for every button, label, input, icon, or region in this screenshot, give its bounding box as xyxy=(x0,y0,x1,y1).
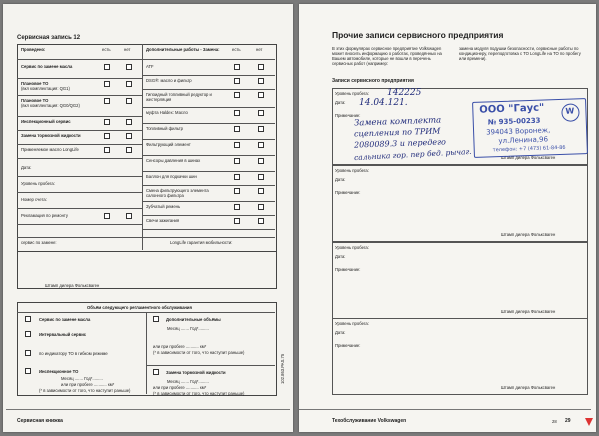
extra-work-label: DSG®: масло и фильтр xyxy=(146,78,192,83)
hand-line-2: сцепления по ТРИМ xyxy=(353,126,441,139)
checkbox-yes[interactable] xyxy=(234,174,240,180)
stamp-city: 394043 Воронеж, xyxy=(485,126,551,137)
checkbox-yes[interactable] xyxy=(234,92,240,98)
extra-work-label: Сенсоры давления в шинах xyxy=(146,158,201,163)
row-divider xyxy=(17,144,142,145)
col-no: нет xyxy=(124,47,131,52)
checkbox-no[interactable] xyxy=(126,81,132,87)
checkbox-yes[interactable] xyxy=(234,110,240,116)
service-next-label: сервис по замене: xyxy=(21,240,57,245)
dealer-stamp-label: Штамп дилера Фольксваген xyxy=(45,283,100,288)
dealer-stamp-label: Штамп дилера Фольксваген xyxy=(501,309,556,314)
month-year-field: Месяц ....... Год*......... xyxy=(61,376,103,381)
extra-work-label: Фильтрующий элемент xyxy=(146,142,191,147)
checkbox-yes[interactable] xyxy=(104,98,110,104)
date-label: Дата: xyxy=(335,254,346,259)
date-label: Дата: xyxy=(335,330,346,335)
checkbox-no[interactable] xyxy=(258,142,264,148)
checkbox-yes[interactable] xyxy=(234,204,240,210)
side-code: 102.863.PAS.75 xyxy=(280,353,285,384)
note-label: Примечание: xyxy=(335,113,361,118)
next-scope-label: Интервальный сервис xyxy=(39,332,87,337)
mileage-field: или при пробеге ........... км* xyxy=(153,385,207,390)
row-divider xyxy=(142,89,275,90)
checkbox-no[interactable] xyxy=(258,92,264,98)
month-year-field: Месяц ....... Год*......... xyxy=(167,379,209,384)
checklist-label: Применяемое масло LongLife xyxy=(21,147,79,152)
row-divider xyxy=(17,130,142,131)
note-text: (* в зависимости от того, что наступит раньше) xyxy=(153,391,245,396)
dealer-stamp-label: Штамп дилера Фольксваген xyxy=(501,155,556,160)
checkbox-no[interactable] xyxy=(126,147,132,153)
row-divider xyxy=(17,192,142,193)
extra-work-label: Баллон для подкачки шин xyxy=(146,174,197,179)
row-divider xyxy=(142,139,275,140)
checkbox[interactable] xyxy=(25,316,31,322)
intro-left: В этих формулярах сервисное предприятие Volkswagen может вносить информацию о работах, проведённых на Вашем автомобиле, которые не вошли в перечень сервисных работ (например: xyxy=(332,46,442,66)
checkbox-yes[interactable] xyxy=(234,78,240,84)
checkbox-yes[interactable] xyxy=(234,142,240,148)
note-label: Примечание: xyxy=(335,343,361,348)
note-label: Примечание: xyxy=(335,190,361,195)
checkbox-no[interactable] xyxy=(258,64,264,70)
checklist-sublabel: (вкл комплектация: QG1) xyxy=(21,86,70,91)
row-divider xyxy=(142,201,275,202)
next-scope-title: Объём следующего регламентного обслуживания xyxy=(87,305,192,310)
red-marker-icon xyxy=(585,418,593,426)
checkbox-no[interactable] xyxy=(258,218,264,224)
checkbox-no[interactable] xyxy=(258,158,264,164)
right-page xyxy=(299,4,596,432)
checkbox-yes[interactable] xyxy=(234,188,240,194)
hand-mileage: 142225 xyxy=(387,88,422,98)
service-record-box xyxy=(332,242,588,319)
col-extra: Дополнительные работы - Замена: xyxy=(146,47,220,52)
row-divider xyxy=(142,185,275,186)
row-divider xyxy=(142,229,275,230)
mileage-label: Уровень пробега: xyxy=(335,168,369,173)
next-scope-label: Замена тормозной жидкости xyxy=(166,370,226,375)
extra-work-label: муфта Haldex: Масло xyxy=(146,110,188,115)
next-scope-label: Дополнительные объёмы xyxy=(166,317,221,322)
checklist-label: Плановое ТО xyxy=(21,81,49,86)
page-number-28: 28 xyxy=(552,419,557,424)
checkbox-no[interactable] xyxy=(258,174,264,180)
note-text: (* в зависимости от того, что наступит раньше) xyxy=(39,388,131,393)
info-label: Номер счета: xyxy=(21,197,47,202)
col-no-2: нет xyxy=(256,47,263,52)
row-divider xyxy=(142,107,275,108)
date-label: Дата: xyxy=(335,100,346,105)
info-label: Уровень пробега: xyxy=(21,181,55,186)
next-scope-label: Инспекционное ТО xyxy=(39,369,79,374)
checkbox[interactable] xyxy=(25,350,31,356)
checklist-label: Инспекционный сервис xyxy=(21,119,71,124)
checkbox-yes[interactable] xyxy=(234,126,240,132)
row-divider xyxy=(146,365,275,366)
col-yes: есть xyxy=(102,47,111,52)
checkbox[interactable] xyxy=(25,368,31,374)
dealer-stamp-label: Штамп дилера Фольксваген xyxy=(501,385,556,390)
checkbox-yes[interactable] xyxy=(234,64,240,70)
checkbox-yes[interactable] xyxy=(234,158,240,164)
page-title: Сервисная запись 12 xyxy=(17,35,81,41)
row-divider xyxy=(17,78,142,79)
row-divider xyxy=(142,155,275,156)
longlife-label: LongLife гарантия мобильности: xyxy=(170,240,233,245)
hand-date: 14.04.121. xyxy=(359,98,408,108)
mileage-label: Уровень пробега: xyxy=(335,245,369,250)
next-scope-label: по индикатору ТО в гибком режиме xyxy=(39,351,108,356)
stamp-reg: № 935-00233 xyxy=(487,116,541,127)
next-scope-label: Сервис по замене масла xyxy=(39,317,91,322)
hand-line-3: 2080089.3 и передего xyxy=(353,137,447,150)
stamp-street: ул.Ленина,96 xyxy=(498,135,549,146)
row-divider xyxy=(17,116,142,117)
extra-work-label: Зубчатый ремень xyxy=(146,204,181,209)
dealer-stamp-label: Штамп дилера Фольксваген xyxy=(501,232,556,237)
service-record-box xyxy=(332,318,588,395)
checkbox-no[interactable] xyxy=(258,110,264,116)
info-label: Дата: xyxy=(21,165,32,170)
checkbox-yes[interactable] xyxy=(104,147,110,153)
checkbox-no[interactable] xyxy=(126,64,132,70)
checkbox[interactable] xyxy=(153,316,159,322)
left-footer: Сервисная книжка xyxy=(17,418,63,424)
row-divider xyxy=(17,158,142,159)
mileage-label: Уровень пробега: xyxy=(335,91,369,96)
checklist-sublabel: (вкл комплектация: QG0/QG2) xyxy=(21,103,80,108)
extra-work-label: Топливный фильтр xyxy=(146,126,183,131)
checklist-label: Сервис по замене масла xyxy=(21,64,73,69)
mileage-field: или при пробеге ........... км* xyxy=(153,344,207,349)
checkbox-no[interactable] xyxy=(126,133,132,139)
checkbox[interactable] xyxy=(153,369,159,375)
note-text: (* в зависимости от того, что наступит раньше) xyxy=(153,350,245,355)
extra-work-label: Гипоидный топливный редуктор и жестерляция xyxy=(146,92,212,102)
row-divider xyxy=(17,208,142,209)
checkbox-no[interactable] xyxy=(258,204,264,210)
row-divider xyxy=(17,176,142,177)
checkbox-no[interactable] xyxy=(258,78,264,84)
hand-line-1: Замена комплекта xyxy=(353,115,442,129)
vw-logo-icon: W xyxy=(561,103,580,122)
col-yes-2: есть xyxy=(232,47,241,52)
extra-work-label: АТF xyxy=(146,64,154,69)
checkbox[interactable] xyxy=(25,331,31,337)
company-stamp xyxy=(472,98,588,158)
col-done: Проведено: xyxy=(21,47,46,52)
stamp-company: ООО "Гаус" xyxy=(479,102,545,116)
row-divider xyxy=(142,75,275,76)
checkbox-no[interactable] xyxy=(126,213,132,219)
checkbox-yes[interactable] xyxy=(104,81,110,87)
month-year-field: Месяц ....... Год*......... xyxy=(167,326,209,331)
extra-work-label: Смена фильтрующего элемента салонного фильтра xyxy=(146,188,209,198)
checkbox-no[interactable] xyxy=(126,98,132,104)
checkbox-yes[interactable] xyxy=(104,133,110,139)
note-label: Примечание: xyxy=(335,267,361,272)
checkbox-yes[interactable] xyxy=(104,64,110,70)
checkbox-no[interactable] xyxy=(126,119,132,125)
checkbox-no[interactable] xyxy=(258,188,264,194)
row-divider xyxy=(142,215,275,216)
checkbox-yes[interactable] xyxy=(234,218,240,224)
intro-right: замена модуля подушки безопасности, сервисные работы по кондиционеру, переподготовка с ТО LongLife на ТО по пробегу или времени). xyxy=(459,46,581,61)
row-divider xyxy=(142,171,275,172)
checkbox-yes[interactable] xyxy=(104,119,110,125)
hand-line-4: сальника гор. пер бед. рычаг. xyxy=(353,146,472,163)
row-divider xyxy=(142,123,275,124)
page-number-29: 29 xyxy=(565,418,571,424)
stamp-phone: телефон: +7 (473) 61-84-86 xyxy=(492,144,566,154)
right-title: Прочие записи сервисного предприятия xyxy=(332,30,504,40)
info-label: Рекламация по ремонту xyxy=(21,213,68,218)
row-divider xyxy=(17,95,142,96)
row-divider xyxy=(17,224,142,225)
left-page xyxy=(3,4,293,432)
date-label: Дата: xyxy=(335,177,346,182)
section-title: Записи сервисного предприятия xyxy=(332,78,414,84)
checkbox-yes[interactable] xyxy=(104,213,110,219)
right-footer: Техобслуживание Volkswagen xyxy=(332,418,407,424)
extra-work-label: Свечи зажигания xyxy=(146,218,180,223)
checklist-label: Плановое ТО xyxy=(21,98,49,103)
mileage-field: или при пробеге ........... км* xyxy=(61,382,115,387)
checklist-label: Замена тормозной жидкости xyxy=(21,133,81,138)
service-record-box xyxy=(332,165,588,242)
mileage-label: Уровень пробега: xyxy=(335,321,369,326)
checkbox-no[interactable] xyxy=(258,126,264,132)
